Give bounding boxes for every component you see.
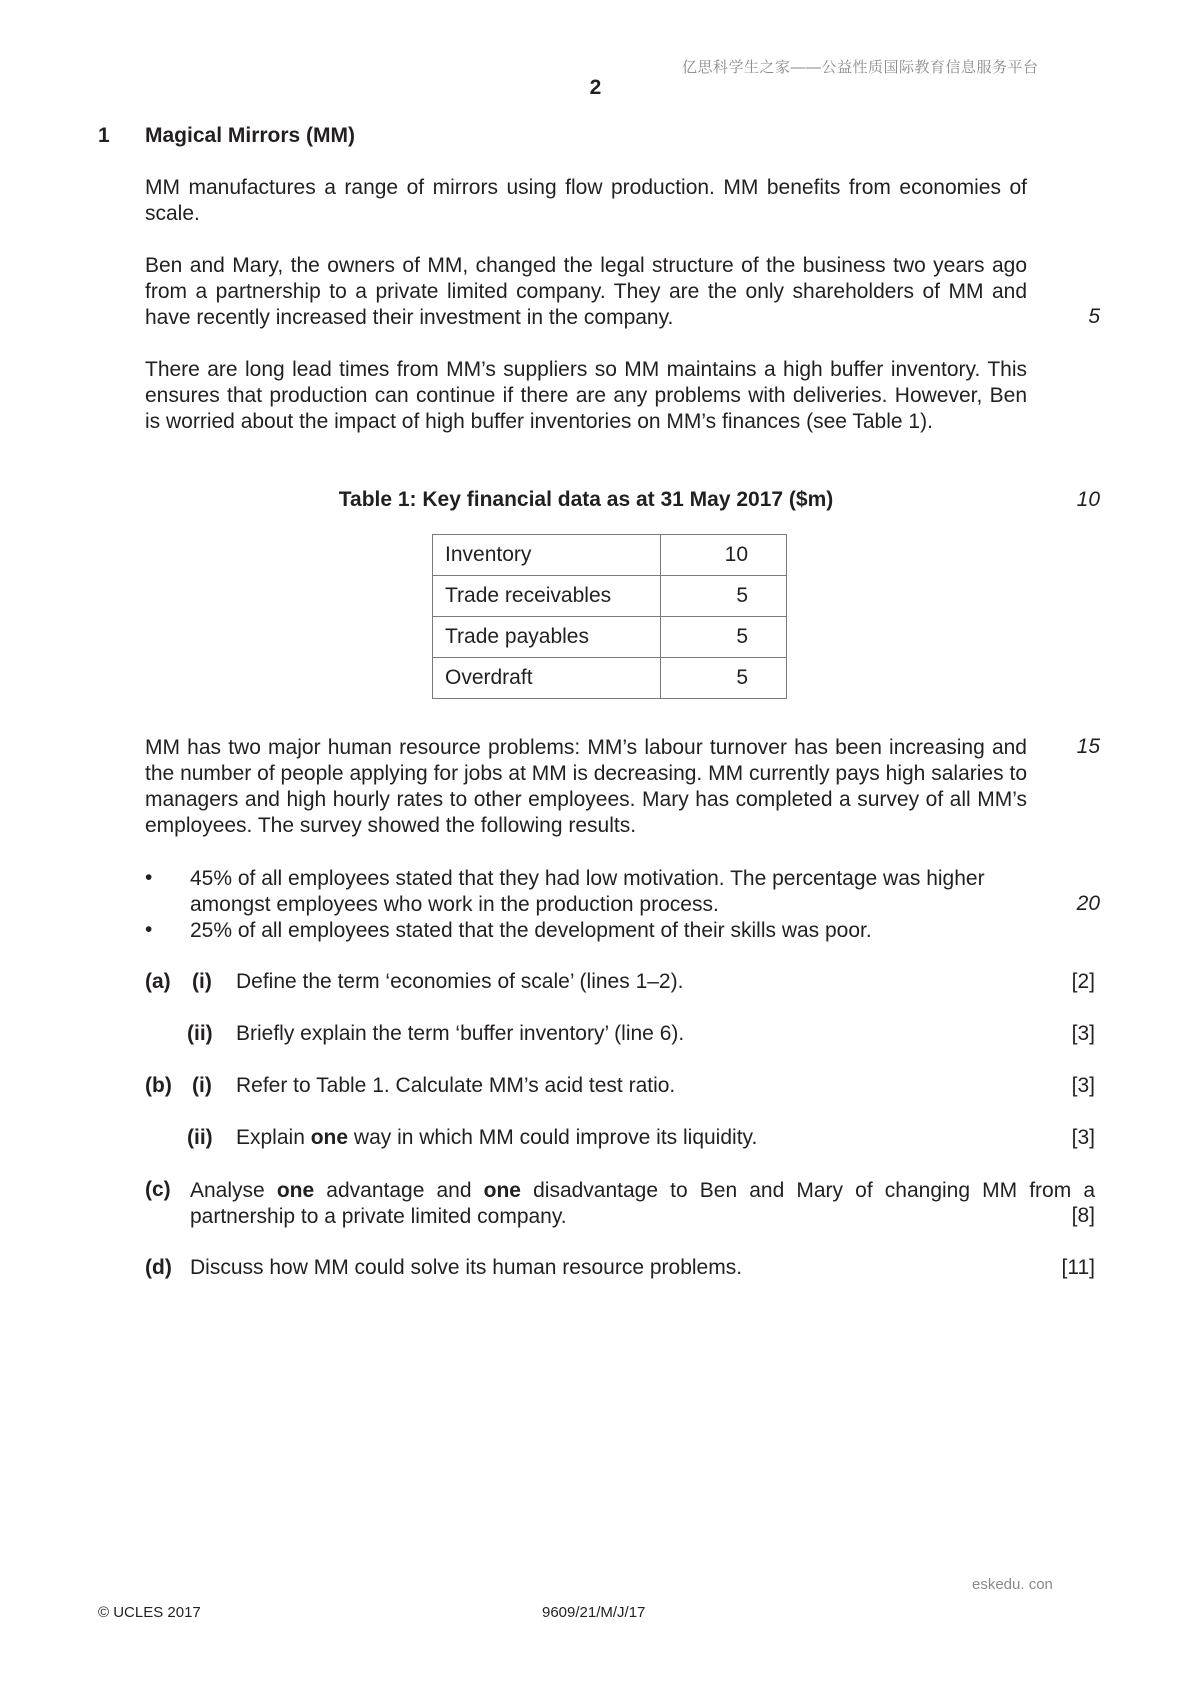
question-title: Magical Mirrors (MM): [145, 124, 356, 147]
part-a-ii-mark: [3]: [1071, 1022, 1095, 1045]
part-c-text-mid: advantage and: [314, 1179, 484, 1202]
paragraph-4: MM has two major human resource problems: MM’s labour turnover has been increasing and the number of people applying for jobs at MM is decreasing. MM currently pays high salaries to managers and high hourly rates to other employees. Mary has completed a survey of all MM’s employees. The survey showed the following results.: [145, 736, 1027, 837]
page-number: 2: [589, 76, 602, 99]
table-cell-label: Trade receivables: [433, 576, 661, 617]
line-number-10: 10: [1076, 488, 1100, 511]
part-d-mark: [11]: [1061, 1256, 1095, 1279]
table-row: [433, 658, 787, 699]
part-b-i-text: Refer to Table 1. Calculate MM’s acid test ratio.: [236, 1074, 676, 1097]
part-b-label: (b): [145, 1074, 172, 1097]
table-caption: Table 1: Key financial data as at 31 May 2017 ($m): [338, 488, 834, 511]
table-cell-label: Inventory: [433, 535, 661, 576]
table-cell-value: 5: [661, 617, 787, 658]
paragraph-2: Ben and Mary, the owners of MM, changed the legal structure of the business two years ago from a partnership to a private limited company. They are the only shareholders of MM and have recently increased their investment in the company.: [145, 254, 1027, 329]
part-c-text-bold-2: one: [483, 1179, 521, 1202]
footer-site: eskedu. con: [972, 1576, 1053, 1593]
table-cell-value: 5: [661, 576, 787, 617]
part-b-ii-text-pre: Explain: [236, 1126, 311, 1149]
line-number-20: 20: [1076, 892, 1100, 915]
part-b-ii-label: (ii): [187, 1126, 213, 1149]
table-row: [433, 535, 787, 576]
part-a-ii-text: Briefly explain the term ‘buffer inventory’ (line 6).: [236, 1022, 685, 1045]
line-number-15: 15: [1076, 735, 1100, 758]
part-d-text: Discuss how MM could solve its human resource problems.: [190, 1256, 743, 1279]
table-row: [433, 576, 787, 617]
watermark-text: 亿思科学生之家——公益性质国际教育信息服务平台: [682, 59, 1039, 76]
part-c-text: [190, 1178, 1095, 1230]
part-c-text-pre: Analyse: [190, 1179, 277, 1202]
part-b-ii-text-bold: one: [310, 1126, 349, 1149]
table-cell-value: 10: [661, 535, 787, 576]
part-c-text-bold-1: one: [276, 1179, 315, 1202]
bullet-marker: •: [145, 866, 153, 889]
part-b-ii-mark: [3]: [1071, 1126, 1095, 1149]
table-row: [433, 617, 787, 658]
table-cell-label: Overdraft: [433, 658, 661, 699]
bullet-item: 45% of all employees stated that they had low motivation. The percentage was higher amongst employees who work in the production process.: [190, 867, 985, 916]
part-d-label: (d): [145, 1256, 172, 1279]
part-a-i-text: Define the term ‘economies of scale’ (lines 1–2).: [236, 970, 684, 993]
paragraph-1: MM manufactures a range of mirrors using flow production. MM benefits from economies of scale.: [145, 176, 1027, 225]
financial-data-table: [432, 534, 787, 699]
part-a-i-label: (i): [192, 970, 212, 993]
line-number-5: 5: [1088, 305, 1100, 328]
footer-copyright: © UCLES 2017: [98, 1604, 201, 1621]
bullet-marker: •: [145, 918, 153, 941]
part-b-i-mark: [3]: [1071, 1074, 1095, 1097]
table-cell-label: Trade payables: [433, 617, 661, 658]
part-c-mark: [8]: [1071, 1204, 1095, 1227]
part-b-ii-text: [236, 1126, 757, 1150]
part-c-text-post: disadvantage to Ben and Mary of changing MM from a partnership to a private limited company.: [190, 1179, 1096, 1228]
part-a-i-mark: [2]: [1071, 970, 1095, 993]
table-cell-value: 5: [661, 658, 787, 699]
paragraph-3: There are long lead times from MM’s suppliers so MM maintains a high buffer inventory. This ensures that production can continue if there are any problems with deliveries. However, Ben is worried about the impact of high buffer inventories on MM’s finances (see Table 1).: [145, 358, 1027, 433]
part-a-ii-label: (ii): [187, 1022, 213, 1045]
question-number: 1: [98, 124, 110, 147]
part-a-label: (a): [145, 970, 171, 993]
part-c-label: (c): [145, 1178, 171, 1201]
footer-code: 9609/21/M/J/17: [542, 1604, 646, 1621]
bullet-item: 25% of all employees stated that the development of their skills was poor.: [190, 919, 872, 942]
part-b-i-label: (i): [192, 1074, 212, 1097]
part-b-ii-text-post: way in which MM could improve its liquidity.: [348, 1126, 758, 1149]
